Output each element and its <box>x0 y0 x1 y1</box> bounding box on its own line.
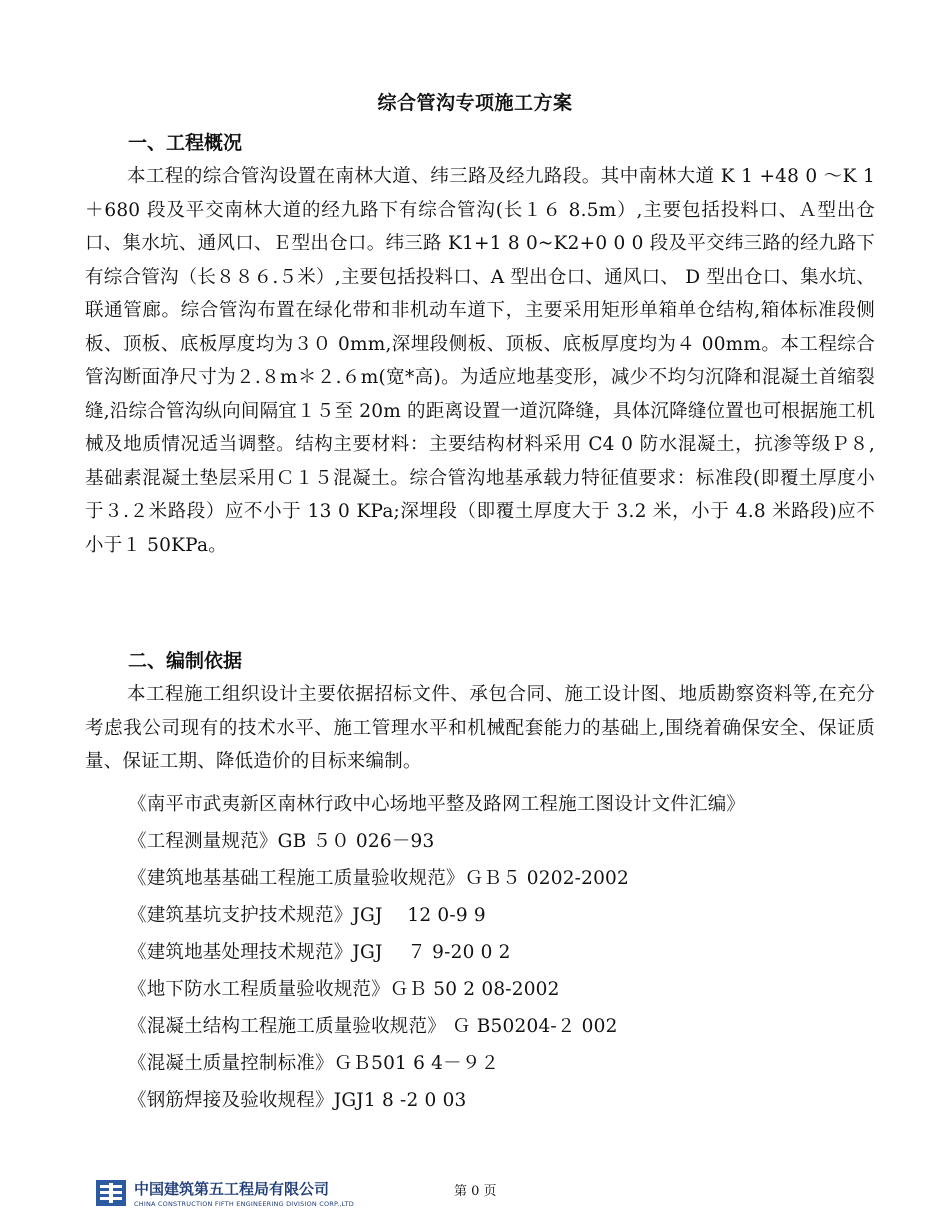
document-title: 综合管沟专项施工方案 <box>377 92 573 114</box>
reference-item: 《混凝土结构工程施工质量验收规范》 Ｇ B50204-２ 002 <box>128 1016 618 1037</box>
reference-list <box>128 786 745 1119</box>
overview-paragraph: 本工程的综合管沟设置在南林大道、纬三路及经九路段。其中南林大道 K 1 +48 0 ～K 1 ＋680 段及平交南林大道的经九路下有综合管沟(长１６ 8.5m）,主要包括投料口、Ａ型出仓口、集水坑、通风口、Ｅ型出仓口。纬三路 K1+1 8 0~K2+0 0 0 段及平交纬三路的经九路下有综合管沟（长８８６.５米）,主要包括投料口、A 型出仓口、通风口、 D 型出仓口、集水坑、联通管廊。综合管沟布置在绿化带和非机动车道下，主要采用矩形单箱单仓结构,箱体标准段侧板、顶板、底板厚度均为３０ 0mm,深埋段侧板、顶板、底板厚度均为４ 00mm。本工程综合管沟断面净尺寸为２.８m＊２.６m(宽*高)。为适应地基变形，减少不均匀沉降和混凝土首缩裂缝,沿综合管沟纵向间隔宜１５至 20m 的距离设置一道沉降缝，具体沉降缝位置也可根据施工机械及地质情况适当调整。结构主要材料：主要结构材料采用 C4 0 防水混凝土，抗渗等级Ｐ８,基础素混凝土垫层采用Ｃ１５混凝土。综合管沟地基承载力特征值要求：标准段(即覆土厚度小于３.２米路段）应不小于 13 0 KPa;深埋段（即覆土厚度大于 3.2 米，小于 4.8 米路段)应不小于１ 50KPa。 <box>85 166 875 556</box>
reference-item: 《混凝土质量控制标准》ＧＢ501 6 4－９２ <box>128 1053 500 1074</box>
reference-item: 《工程测量规范》GB ５０ 026－93 <box>128 831 435 852</box>
section-heading-basis: 二、编制依据 <box>128 650 243 672</box>
reference-item: 《地下防水工程质量验收规范》ＧＢ 50 2 08-2002 <box>128 979 560 1000</box>
reference-item: 《建筑地基处理技术规范》JGJ ７ 9-20 0 2 <box>128 942 511 963</box>
reference-item: 《南平市武夷新区南林行政中心场地平整及路网工程施工图设计文件汇编》 <box>128 794 746 815</box>
company-logo-icon <box>96 1180 126 1206</box>
reference-item: 《建筑地基基础工程施工质量验收规范》ＧＢ５ 0202-2002 <box>128 868 629 889</box>
page-footer <box>96 1172 856 1212</box>
reference-item: 《建筑基坑支护技术规范》JGJ 12 0-9 9 <box>128 905 486 926</box>
page-number: 第 0 页 <box>454 1184 497 1199</box>
section-heading-overview: 一、工程概况 <box>128 132 243 154</box>
company-name-cn: 中国建筑第五工程局有限公司 <box>134 1180 330 1198</box>
company-name-en: CHINA CONSTRUCTION FIFTH ENGINEERING DIVISION CORP.,LTD <box>134 1200 354 1208</box>
reference-item: 《钢筋焊接及验收规程》JGJ1 8 -2 0 03 <box>128 1090 467 1111</box>
basis-paragraph: 本工程施工组织设计主要依据招标文件、承包合同、施工设计图、地质勘察资料等,在充分考虑我公司现有的技术水平、施工管理水平和机械配套能力的基础上,围绕着确保安全、保证质量、保证工期、降低造价的目标来编制。 <box>85 684 875 772</box>
